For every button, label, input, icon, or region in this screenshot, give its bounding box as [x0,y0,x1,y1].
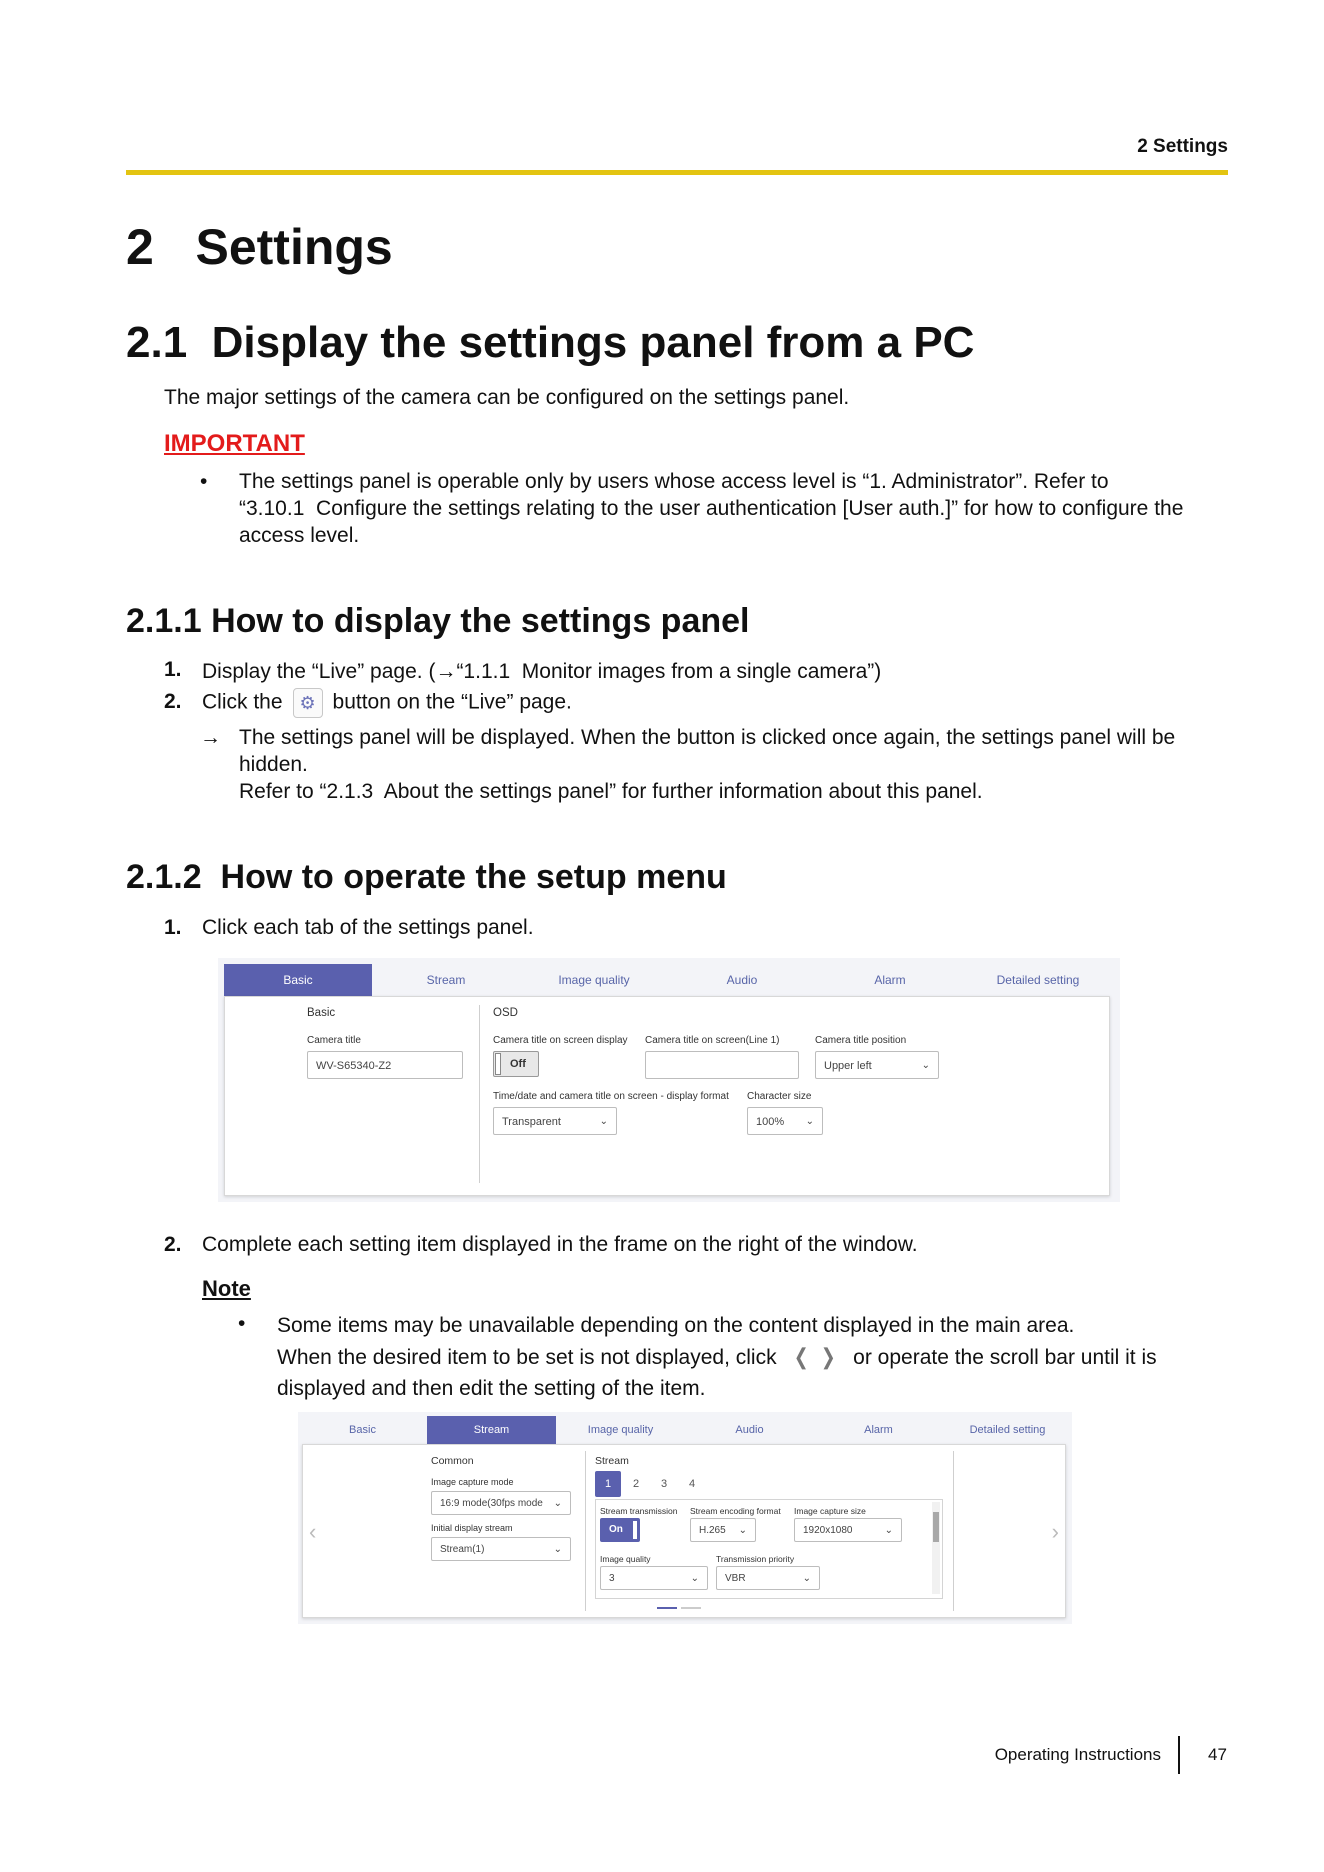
section-osd: OSD [493,1007,518,1019]
step-number: 2. [164,1233,182,1256]
initial-stream-select[interactable]: Stream(1) ⌄ [431,1537,571,1561]
transmission-label: Stream transmission [600,1506,678,1516]
step-text: Click the ⚙ button on the “Live” page. [202,688,572,718]
osd-position-select[interactable]: Upper left ⌄ [815,1051,939,1079]
tab-stream[interactable]: Stream [426,973,466,987]
section-title-2-1-1: 2.1.1 How to display the settings panel [126,602,750,640]
chevron-left-icon: ❮ [794,1344,810,1369]
tab-audio[interactable]: Audio [735,1424,764,1436]
result-arrow: → [200,726,221,749]
tab-detailed-setting[interactable]: Detailed setting [969,1424,1046,1436]
chevron-down-icon: ⌄ [805,1116,814,1127]
chevron-down-icon: ⌄ [802,1573,811,1584]
note-label: Note [202,1276,251,1301]
capture-size-label: Image capture size [794,1506,866,1516]
tab-image-quality[interactable]: Image quality [558,973,630,987]
page-number: 47 [1208,1745,1227,1764]
stream-tab-1[interactable]: 1 [595,1471,621,1497]
chevron-down-icon: ⌄ [552,1492,562,1515]
important-label: IMPORTANT [164,430,305,457]
divider [585,1451,586,1611]
settings-content [224,996,1110,1196]
chevron-down-icon: ⌄ [599,1116,608,1127]
stream-tab-2[interactable]: 2 [632,1478,640,1490]
chapter-title: 2 Settings [126,219,393,275]
settings-content [302,1444,1066,1618]
osd-display-toggle[interactable]: Off [493,1051,539,1077]
settings-button[interactable] [293,688,323,718]
chevron-right-icon: ❯ [820,1344,836,1369]
tab-detailed-setting[interactable]: Detailed setting [996,973,1080,987]
settings-panel-stream [298,1412,1072,1624]
char-size-label: Character size [747,1091,812,1102]
format-select[interactable]: Transparent ⌄ [493,1107,617,1135]
chevron-down-icon: ⌄ [884,1525,893,1536]
divider [479,1005,480,1183]
chevron-down-icon: ⌄ [738,1525,747,1536]
priority-select[interactable]: VBR ⌄ [716,1566,820,1590]
encoding-select[interactable]: H.265 ⌄ [690,1518,756,1542]
step-number: 1. [164,916,182,939]
encoding-label: Stream encoding format [690,1506,781,1516]
initial-stream-label: Initial display stream [431,1523,513,1533]
settings-panel-basic [218,958,1120,1202]
settings-tabs [224,964,1112,996]
header-rule [126,170,1228,175]
section-common: Common [431,1455,474,1467]
section-title-2-1-2: 2.1.2 How to operate the setup menu [126,858,727,896]
section-title-2-1: 2.1 Display the settings panel from a PC [126,318,975,367]
chevron-down-icon: ⌄ [690,1573,699,1584]
section-stream: Stream [595,1455,629,1467]
step-number: 2. [164,690,182,713]
osd-line1-input[interactable] [645,1051,799,1079]
section-basic: Basic [307,1007,336,1019]
osd-line1-label: Camera title on screen(Line 1) [645,1035,780,1046]
stream-tab-3[interactable]: 3 [660,1478,668,1490]
page-indicator [657,1607,677,1609]
priority-label: Transmission priority [716,1554,795,1564]
tab-image-quality[interactable]: Image quality [587,1424,654,1436]
camera-title-input[interactable]: WV-S65340-Z2 [307,1051,463,1079]
tab-alarm[interactable]: Alarm [864,1424,893,1436]
settings-tabs [298,1416,1072,1444]
step-number: 1. [164,658,182,681]
result-text: The settings panel will be displayed. When the button is clicked once again, the settings panel will be hidden. Refer to “2.1.3 About the settings panel” for further information about this panel. [239,726,1176,803]
gear-icon: ⚙ [299,693,316,713]
format-label: Time/date and camera title on screen - display format [493,1091,729,1102]
divider [953,1451,954,1611]
stream-settings-box [595,1499,943,1599]
tab-audio[interactable]: Audio [726,973,758,987]
chevron-down-icon: ⌄ [921,1060,930,1071]
scrollbar-thumb[interactable] [933,1512,939,1542]
running-header: 2 Settings [1137,136,1228,157]
quality-select[interactable]: 3 ⌄ [600,1566,708,1590]
osd-display-label: Camera title on screen display [493,1035,628,1046]
stream-transmission-toggle[interactable]: On [600,1518,640,1542]
note-bullet: • [238,1312,246,1335]
scrollbar[interactable] [932,1502,940,1594]
capture-mode-label: Image capture mode [431,1477,514,1487]
camera-title-label: Camera title [307,1035,361,1046]
capture-size-select[interactable]: 1920x1080 ⌄ [794,1518,902,1542]
capture-mode-select[interactable]: 16:9 mode(30fps mode ⌄ [431,1491,571,1515]
tab-stream[interactable]: Stream [427,1416,556,1444]
step-text: Display the “Live” page. (→“1.1.1 Monitor images from a single camera”) [202,660,882,683]
intro-text: The major settings of the camera can be configured on the settings panel. [164,386,850,409]
osd-position-label: Camera title position [815,1035,907,1046]
step-text: Click each tab of the settings panel. [202,916,534,939]
tab-alarm[interactable]: Alarm [874,973,906,987]
char-size-select[interactable]: 100% ⌄ [747,1107,823,1135]
tab-basic[interactable]: Basic [224,964,372,996]
page-indicator [681,1607,701,1609]
tab-basic[interactable]: Basic [349,1424,376,1436]
chevron-down-icon: ⌄ [553,1544,562,1555]
step-text: Complete each setting item displayed in the frame on the right of the window. [202,1233,918,1256]
footer-doc-title: Operating Instructions [994,1745,1161,1764]
stream-tab-4[interactable]: 4 [688,1478,696,1490]
note-text: Some items may be unavailable depending on the content displayed in the main area. When the desired item to be set is not displayed, click ❮ ❯ or operate the scroll bar until it is displayed and then edit the setting of the item. [277,1314,1157,1400]
chevron-right-icon[interactable]: › [1051,1519,1059,1544]
important-text: The settings panel is operable only by users whose access level is “1. Administrator”. Refer to “3.10.1 Configure the settings relating to the user authentication [User auth.]” for how to configure the access level. [239,470,1184,547]
quality-label: Image quality [600,1554,651,1564]
chevron-left-icon[interactable]: ‹ [309,1519,317,1544]
important-bullet: • [200,470,208,493]
footer-divider [1178,1736,1180,1774]
